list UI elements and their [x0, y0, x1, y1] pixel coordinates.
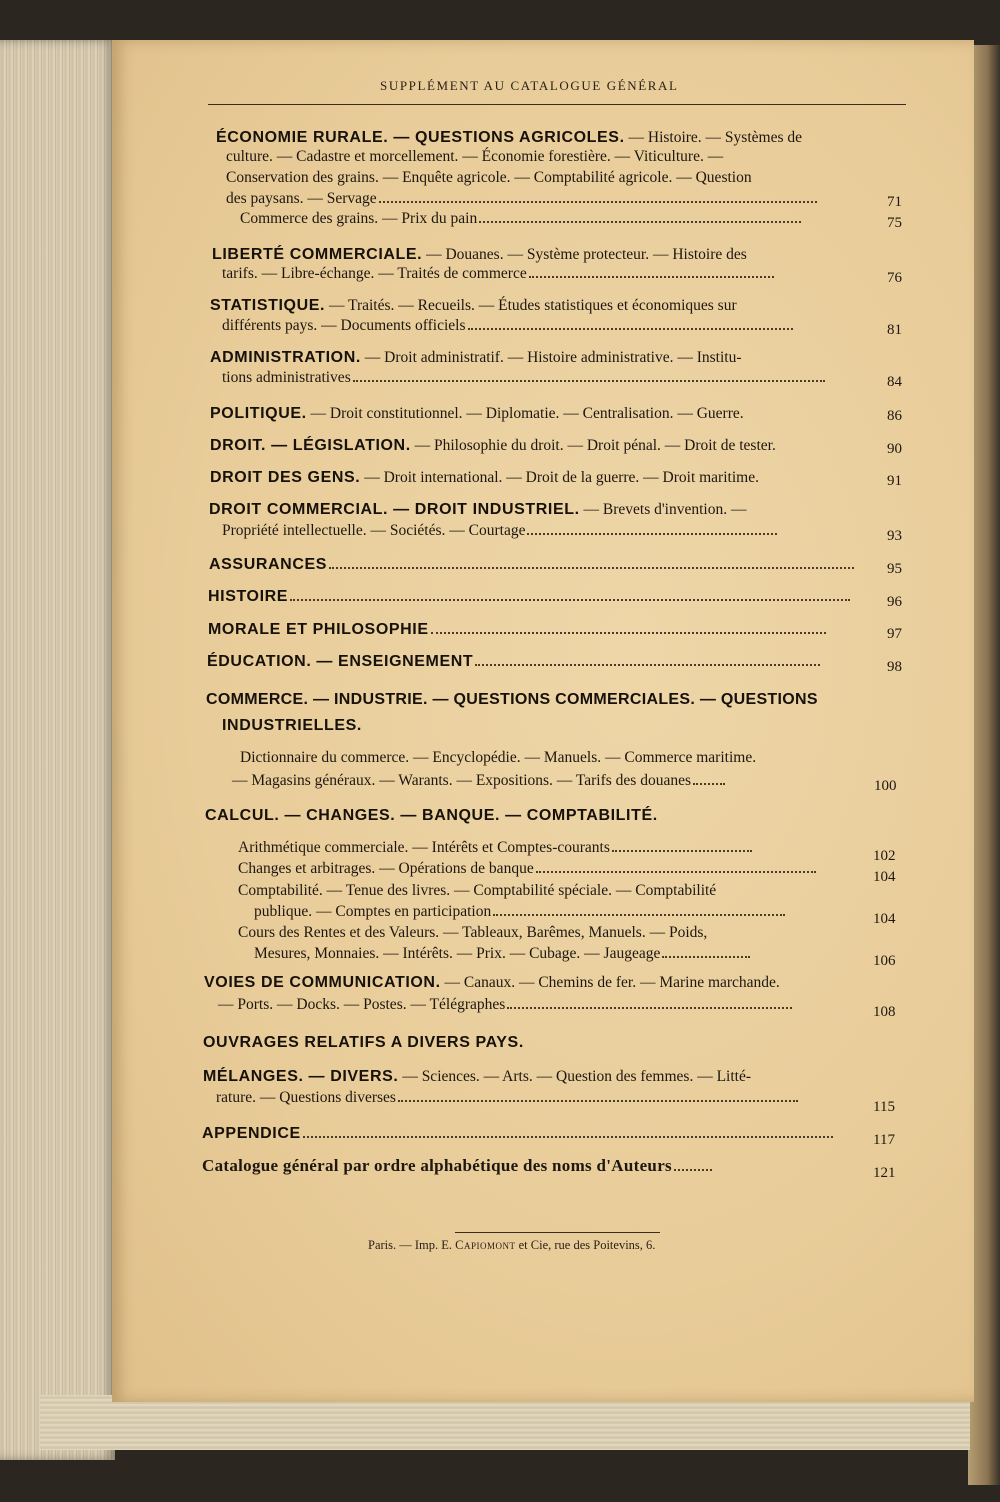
- entry-text: Mesures, Monnaies. — Intérêts. — Prix. — Cubage. — Jaugeage: [254, 945, 661, 962]
- dot-leader: [398, 1100, 798, 1102]
- page-number: 97: [887, 626, 902, 642]
- entry-text: — Droit constitutionnel. — Diplomatie. — Centralisation. — Guerre.: [310, 405, 744, 422]
- dot-leader: [353, 380, 825, 382]
- page-number: 90: [887, 441, 902, 457]
- page-number: 86: [887, 408, 902, 424]
- entry-text: — Sciences. — Arts. — Question des femmes. — Litté-: [402, 1068, 752, 1085]
- imprint-address: et Cie, rue des Poitevins, 6.: [518, 1238, 656, 1252]
- entry-text: publique. — Comptes en participation: [254, 903, 492, 920]
- category-title: ASSURANCES: [209, 556, 328, 573]
- dot-leader: [475, 664, 820, 666]
- page-number: 81: [887, 322, 902, 338]
- category-title: HISTOIRE: [208, 588, 289, 605]
- entry-text: tarifs. — Libre-échange. — Traités de commerce: [222, 265, 527, 282]
- entry-text: — Douanes. — Système protecteur. — Histoire des: [426, 246, 747, 263]
- entry-text: — Droit international. — Droit de la guerre. — Droit maritime.: [364, 469, 759, 486]
- page-number: 100: [874, 778, 897, 794]
- page-number: 121: [873, 1165, 896, 1181]
- dot-leader: [431, 632, 826, 634]
- dot-leader: [290, 599, 850, 601]
- dot-leader: [303, 1136, 833, 1138]
- page-number: 104: [873, 911, 896, 927]
- category-title: APPENDICE: [202, 1125, 301, 1142]
- category-title: VOIES DE COMMUNICATION.: [204, 974, 441, 991]
- page-number: 71: [887, 194, 902, 210]
- entry-text: — Canaux. — Chemins de fer. — Marine marchande.: [444, 974, 780, 991]
- category-title: DROIT COMMERCIAL. — DROIT INDUSTRIEL.: [209, 501, 580, 518]
- page-number: 96: [887, 594, 902, 610]
- dot-leader: [536, 871, 816, 873]
- entry-text: Cours des Rentes et des Valeurs. — Tableaux, Barêmes, Manuels. — Poids,: [238, 924, 708, 941]
- category-title: INDUSTRIELLES.: [222, 717, 362, 734]
- dot-leader: [379, 201, 817, 203]
- dot-leader: [479, 221, 801, 223]
- dot-leader: [529, 276, 774, 278]
- dot-leader: [662, 956, 750, 958]
- entry-text: des paysans. — Servage: [226, 190, 377, 207]
- dot-leader: [674, 1169, 712, 1171]
- entry-text: — Brevets d'invention. —: [583, 501, 747, 518]
- page-number: 106: [873, 953, 896, 969]
- page-number: 98: [887, 659, 902, 675]
- page-number: 76: [887, 270, 902, 286]
- page-number: 75: [887, 215, 902, 231]
- entry-text: Arithmétique commerciale. — Intérêts et Comptes-courants: [238, 839, 610, 856]
- entry-text: rature. — Questions diverses: [216, 1089, 396, 1106]
- dot-leader: [507, 1007, 792, 1009]
- entry-text: — Philosophie du droit. — Droit pénal. — Droit de tester.: [414, 437, 776, 454]
- category-title: DROIT DES GENS.: [210, 469, 361, 486]
- entry-text: — Droit administratif. — Histoire administrative. — Institu-: [364, 349, 742, 366]
- dot-leader: [527, 533, 777, 535]
- entry-text: Dictionnaire du commerce. — Encyclopédie. — Manuels. — Commerce maritime.: [240, 749, 757, 766]
- category-title: LIBERTÉ COMMERCIALE.: [212, 246, 423, 263]
- page-number: 84: [887, 374, 902, 390]
- running-header: SUPPLÉMENT AU CATALOGUE GÉNÉRAL: [380, 78, 679, 93]
- entry-text: culture. — Cadastre et morcellement. — Économie forestière. — Viticulture. —: [226, 148, 724, 165]
- page-number: 115: [873, 1099, 895, 1115]
- entry-text: Comptabilité. — Tenue des livres. — Comptabilité spéciale. — Comptabilité: [238, 882, 717, 899]
- category-title: STATISTIQUE.: [210, 297, 326, 314]
- entry-text: — Traités. — Recueils. — Études statistiques et économiques sur: [328, 297, 737, 314]
- category-title: MORALE ET PHILOSOPHIE: [208, 621, 429, 638]
- page-number: 104: [873, 869, 896, 885]
- entry-text: tions administratives: [222, 369, 351, 386]
- imprint-printer: Capiomont: [455, 1238, 516, 1252]
- category-title: COMMERCE. — INDUSTRIE. — QUESTIONS COMMERCIALES. — QUESTIONS: [206, 691, 818, 708]
- category-title: POLITIQUE.: [210, 405, 307, 422]
- category-title: OUVRAGES RELATIFS A DIVERS PAYS.: [203, 1034, 524, 1051]
- page-number: 117: [873, 1132, 895, 1148]
- entry-text: — Histoire. — Systèmes de: [628, 129, 802, 146]
- dot-leader: [493, 914, 785, 916]
- imprint-rule: [455, 1232, 660, 1233]
- dot-leader: [468, 328, 793, 330]
- imprint-city: Paris. — Imp. E.: [368, 1238, 453, 1252]
- entry-text: différents pays. — Documents officiels: [222, 317, 466, 334]
- category-title: ÉCONOMIE RURALE. — QUESTIONS AGRICOLES.: [216, 129, 625, 146]
- printer-imprint: [368, 1238, 655, 1253]
- page-number: 102: [873, 848, 896, 864]
- page-number: 93: [887, 528, 902, 544]
- category-title: ADMINISTRATION.: [210, 349, 361, 366]
- entry-text: — Ports. — Docks. — Postes. — Télégraphes: [218, 996, 506, 1013]
- category-title: CALCUL. — CHANGES. — BANQUE. — COMPTABILITÉ.: [205, 807, 658, 824]
- page-number: 95: [887, 561, 902, 577]
- dot-leader: [612, 850, 752, 852]
- category-title: ÉDUCATION. — ENSEIGNEMENT: [207, 653, 474, 670]
- page-number: 108: [873, 1004, 896, 1020]
- entry-text: Propriété intellectuelle. — Sociétés. — Courtage: [222, 522, 526, 539]
- entry-text: Commerce des grains. — Prix du pain: [240, 210, 478, 227]
- entry-text: — Magasins généraux. — Warants. — Expositions. — Tarifs des douanes: [232, 772, 692, 789]
- entry-text: Conservation des grains. — Enquête agricole. — Comptabilité agricole. — Question: [226, 169, 752, 186]
- category-title: Catalogue général par ordre alphabétique des noms d'Auteurs: [202, 1156, 672, 1175]
- page-number: 91: [887, 473, 902, 489]
- category-title: MÉLANGES. — DIVERS.: [203, 1068, 399, 1085]
- dot-leader: [693, 783, 725, 785]
- category-title: DROIT. — LÉGISLATION.: [210, 437, 411, 454]
- dot-leader: [329, 567, 854, 569]
- entry-text: Changes et arbitrages. — Opérations de banque: [238, 860, 534, 877]
